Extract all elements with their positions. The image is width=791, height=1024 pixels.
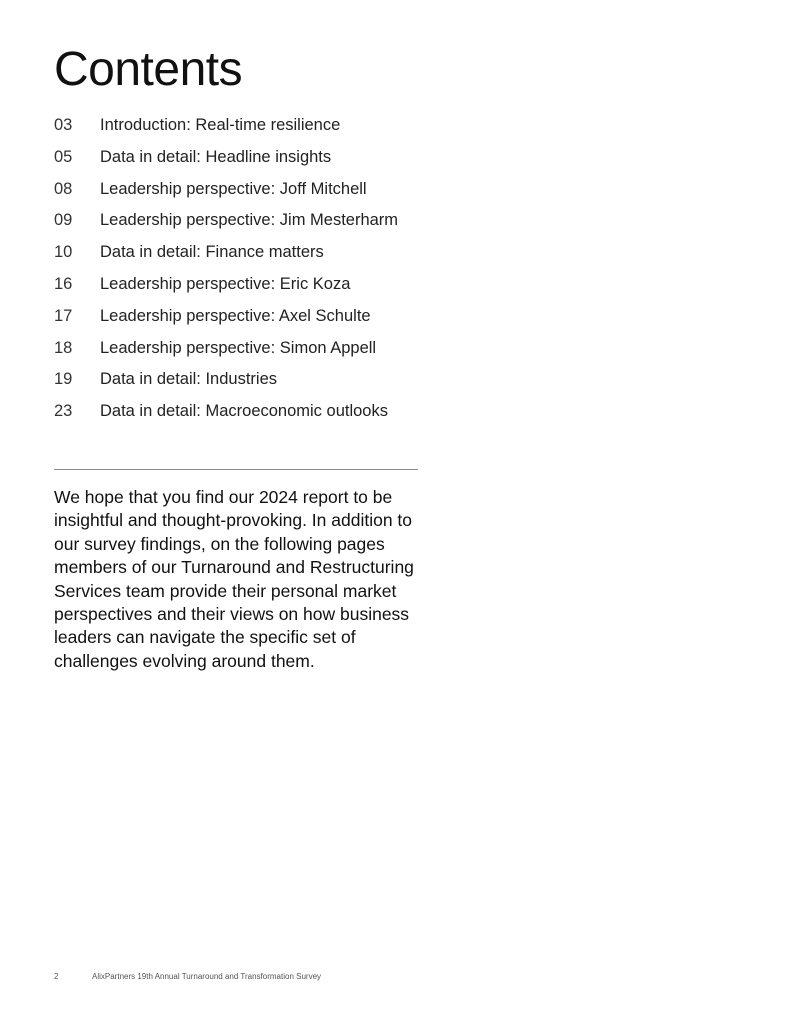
toc-page-number: 05 <box>54 147 73 166</box>
section-divider <box>54 469 418 470</box>
toc-page-number: 23 <box>54 402 73 421</box>
intro-paragraph: We hope that you find our 2024 report to be insightful and thought-provoking. In addition to our survey findings, on the following pages members of our Turnaround and Restructuring Services team provide their personal market perspectives and their views on how business leaders can navigate the specific set of challenges evolving around them. <box>54 487 414 671</box>
toc-page-number: 03 <box>54 116 73 134</box>
toc-page-number: 16 <box>54 274 73 293</box>
toc-item[interactable] <box>54 275 474 307</box>
toc-item[interactable] <box>54 116 474 148</box>
toc-entry-title: Leadership perspective: Eric Koza <box>100 274 351 293</box>
toc-entry-title: Data in detail: Headline insights <box>100 147 332 166</box>
page-footer <box>54 972 321 981</box>
toc-entry-title: Leadership perspective: Joff Mitchell <box>100 179 367 198</box>
toc-page-number: 18 <box>54 338 73 357</box>
toc-page-number: 19 <box>54 370 73 389</box>
toc-item[interactable] <box>54 370 474 402</box>
toc-page-number: 08 <box>54 179 73 198</box>
toc-entry-title: Leadership perspective: Simon Appell <box>100 338 377 357</box>
toc-page-number: 17 <box>54 306 73 325</box>
toc-item[interactable] <box>54 402 474 434</box>
toc-item[interactable] <box>54 243 474 275</box>
table-of-contents <box>54 116 474 434</box>
toc-entry-title: Introduction: Real-time resilience <box>100 116 341 134</box>
toc-item[interactable] <box>54 148 474 180</box>
toc-page-number: 10 <box>54 243 73 262</box>
toc-item[interactable] <box>54 211 474 243</box>
toc-entry-title: Leadership perspective: Axel Schulte <box>100 306 371 325</box>
toc-item[interactable] <box>54 180 474 212</box>
toc-entry-title: Leadership perspective: Jim Mesterharm <box>100 211 399 230</box>
toc-item[interactable] <box>54 339 474 371</box>
page-title: Contents <box>54 43 243 96</box>
toc-entry-title: Data in detail: Macroeconomic outlooks <box>100 402 388 421</box>
footer-page-number: 2 <box>54 972 59 981</box>
toc-page-number: 09 <box>54 211 73 230</box>
toc-entry-title: Data in detail: Finance matters <box>100 243 324 262</box>
toc-item[interactable] <box>54 307 474 339</box>
footer-publication-title: AlixPartners 19th Annual Turnaround and Transformation Survey <box>92 972 322 981</box>
toc-entry-title: Data in detail: Industries <box>100 370 278 389</box>
